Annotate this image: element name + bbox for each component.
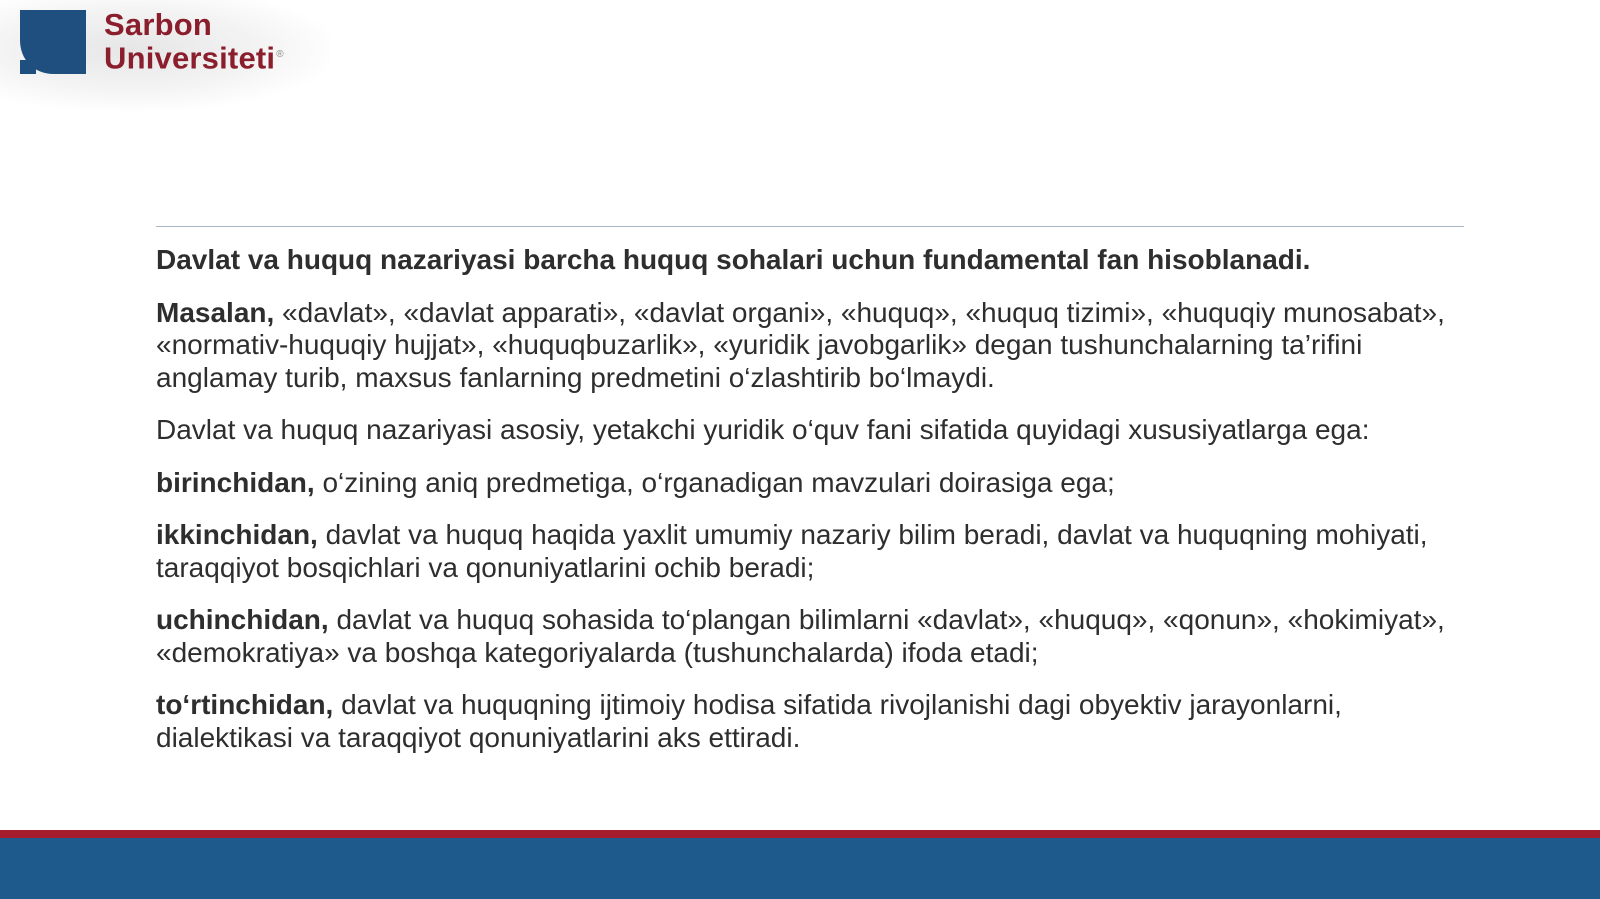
paragraph-bold: ikkinchidan, — [156, 519, 318, 550]
registered-mark: ® — [276, 49, 284, 60]
paragraph-bold: Davlat va huquq nazariyasi barcha huquq sohalari uchun fundamental fan hisoblanadi. — [156, 244, 1311, 275]
paragraph-second — [156, 519, 1468, 584]
header-divider — [156, 226, 1464, 227]
paragraph-intro — [156, 244, 1468, 277]
logo-line-2: Universiteti® — [104, 40, 284, 76]
paragraph-text: davlat va huquqning ijtimoiy hodisa sifatida rivojlanishi dagi obyektiv jarayonlarni, dialektikasi va taraqqiyot qonuniyatlarini aks ettiradi. — [156, 689, 1342, 753]
paragraph-text: davlat va huquq sohasida to‘plangan bilimlarni «davlat», «huquq», «qonun», «hokimiyat», «demokratiya» va boshqa kategoriyalarda (tushunchalarda) ifoda etadi; — [156, 604, 1445, 668]
logo-line-1: Sarbon — [104, 7, 212, 42]
footer-bar — [0, 838, 1600, 899]
paragraph-text: «davlat», «davlat apparati», «davlat organi», «huquq», «huquq tizimi», «huquqiy munosabat», «normativ-huquqiy hujjat», «huquqbuzarlik», «yuridik javobgarlik» degan tushunchalarning ta’rifini anglamay turib, maxsus fanlarning predmetini o‘zlashtirib bo‘lmaydi. — [156, 296, 1445, 393]
paragraph-bold: uchinchidan, — [156, 604, 329, 635]
paragraph-first — [156, 467, 1468, 500]
paragraph-text: Davlat va huquq nazariyasi asosiy, yetakchi yuridik o‘quv fani sifatida quyidagi xususiyatlarga ega: — [156, 414, 1370, 445]
paragraph-third — [156, 604, 1468, 669]
paragraph-text: o‘zining aniq predmetiga, o‘rganadigan mavzulari doirasiga ega; — [314, 466, 1115, 498]
logo-mark-icon — [20, 10, 86, 74]
paragraph-bold: birinchidan, — [156, 466, 315, 498]
logo-wordmark — [104, 7, 284, 76]
footer-accent-stripe — [0, 830, 1600, 838]
paragraph-features-intro — [156, 414, 1468, 447]
paragraph-bold: to‘rtinchidan, — [156, 689, 334, 720]
university-logo — [0, 0, 330, 110]
paragraph-bold: Masalan, — [156, 296, 275, 328]
paragraph-fourth — [156, 689, 1468, 754]
paragraph-text: davlat va huquq haqida yaxlit umumiy nazariy bilim beradi, davlat va huquqning mohiyati, taraqqiyot bosqichlari va qonuniyatlarini ochib beradi; — [156, 519, 1428, 583]
slide-body — [156, 244, 1468, 774]
paragraph-example — [156, 297, 1468, 395]
